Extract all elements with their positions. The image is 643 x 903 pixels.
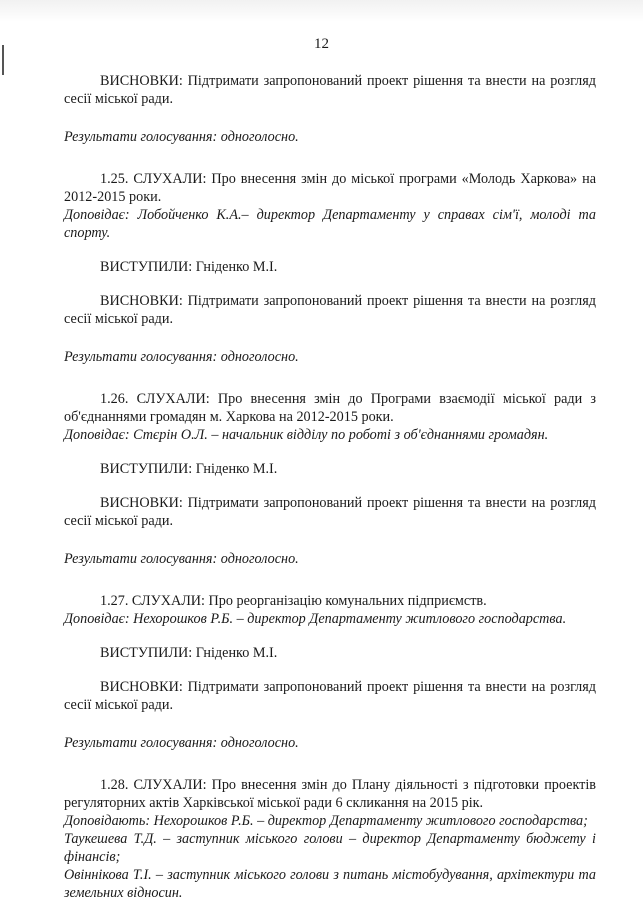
page-number: 12 bbox=[314, 36, 329, 52]
item-1-26-spoke: ВИСТУПИЛИ: Гніденко М.І. bbox=[100, 461, 278, 477]
vote-result-1: Результати голосування: одноголосно. bbox=[64, 129, 299, 145]
item-1-25-heard: 1.25. СЛУХАЛИ: Про внесення змін до міської програми «Молодь Харкова» на 2012-2015 роки. bbox=[64, 171, 596, 205]
item-1-28-speaker-2: Таукешева Т.Д. – заступник міського голови – директор Департаменту бюджету і фінансів; bbox=[64, 831, 596, 865]
item-1-25-spoke: ВИСТУПИЛИ: Гніденко М.І. bbox=[100, 259, 278, 275]
item-1-26-speaker: Доповідає: Стєрін О.Л. – начальник відділу по роботі з об'єднаннями громадян. bbox=[64, 427, 549, 443]
item-1-26-conclusion: ВИСНОВКИ: Підтримати запропонований проект рішення та внести на розгляд сесії міської ради. bbox=[64, 495, 596, 529]
item-1-27-speaker: Доповідає: Нехорошков Р.Б. – директор Департаменту житлового господарства. bbox=[64, 611, 567, 627]
item-1-25-conclusion: ВИСНОВКИ: Підтримати запропонований проект рішення та внести на розгляд сесії міської ради. bbox=[64, 293, 596, 327]
item-1-28-speakers: Доповідають: Нехорошков Р.Б. – директор Департаменту житлового господарства; bbox=[64, 813, 588, 829]
item-1-27-spoke: ВИСТУПИЛИ: Гніденко М.І. bbox=[100, 645, 278, 661]
scan-artifact bbox=[0, 0, 643, 22]
item-1-28-speaker-3: Овіннікова Т.І. – заступник міського голови з питань містобудування, архітектури та земельних відносин. bbox=[64, 867, 596, 901]
item-1-26-heard: 1.26. СЛУХАЛИ: Про внесення змін до Програми взаємодії міської ради з об'єднаннями громадян м. Харкова на 2012-2015 роки. bbox=[64, 391, 596, 425]
item-1-27-vote: Результати голосування: одноголосно. bbox=[64, 735, 299, 751]
item-1-27-conclusion: ВИСНОВКИ: Підтримати запропонований проект рішення та внести на розгляд сесії міської ради. bbox=[64, 679, 596, 713]
item-1-25-speaker: Доповідає: Лобойченко К.А.– директор Департаменту у справах сім'ї, молоді та спорту. bbox=[64, 207, 596, 241]
conclusion-1: ВИСНОВКИ: Підтримати запропонований проект рішення та внести на розгляд сесії міської ради. bbox=[64, 73, 596, 107]
item-1-28-heard: 1.28. СЛУХАЛИ: Про внесення змін до Плану діяльності з підготовки проектів регуляторних актів Харківської міської ради 6 скликання на 2015 рік. bbox=[64, 777, 596, 811]
document-body bbox=[64, 72, 596, 902]
item-1-27-heard: 1.27. СЛУХАЛИ: Про реорганізацію комунальних підприємств. bbox=[100, 593, 487, 609]
item-1-26-vote: Результати голосування: одноголосно. bbox=[64, 551, 299, 567]
item-1-25-vote: Результати голосування: одноголосно. bbox=[64, 349, 299, 365]
